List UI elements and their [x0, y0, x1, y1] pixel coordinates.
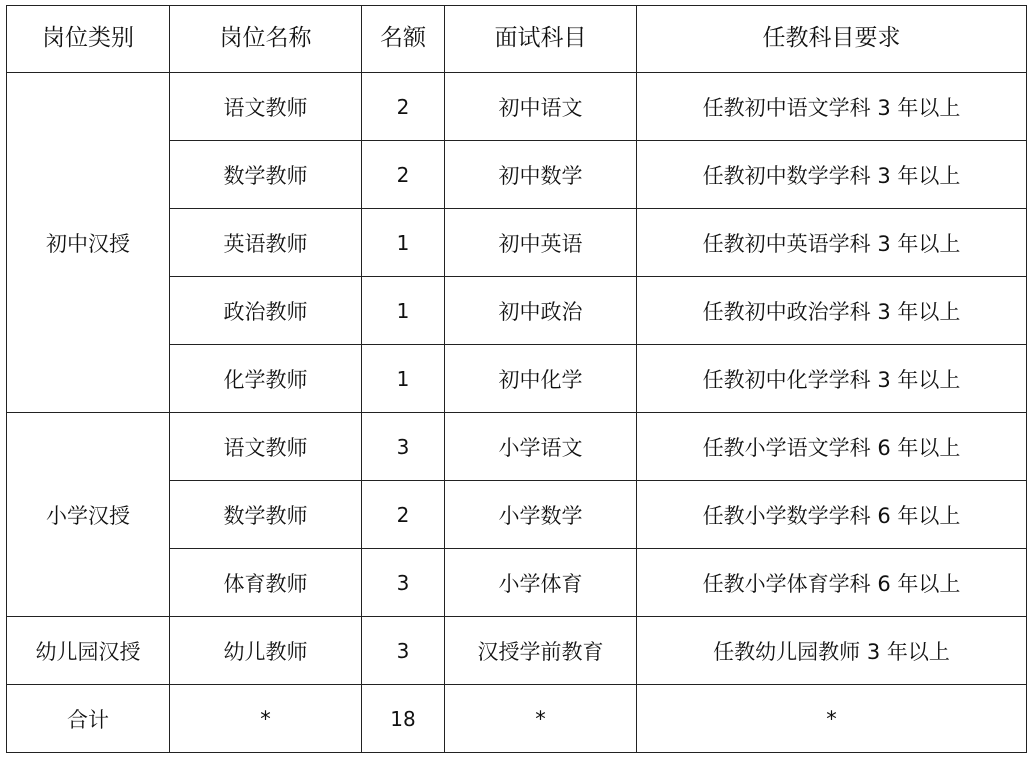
- subject-cell: 小学语文: [445, 413, 637, 481]
- quota-cell: 3: [362, 413, 445, 481]
- requirement-cell: 任教初中数学学科 3 年以上: [637, 141, 1027, 209]
- position-cell: 英语教师: [170, 209, 362, 277]
- category-cell: 初中汉授: [7, 73, 170, 413]
- quota-cell: 2: [362, 73, 445, 141]
- subject-cell: 初中政治: [445, 277, 637, 345]
- header-quota: 名额: [362, 6, 445, 73]
- table-body: [7, 6, 1027, 753]
- quota-cell: 2: [362, 481, 445, 549]
- requirement-cell: 任教初中语文学科 3 年以上: [637, 73, 1027, 141]
- total-row: [7, 685, 1027, 753]
- position-cell: 语文教师: [170, 73, 362, 141]
- requirement-cell: 任教小学数学学科 6 年以上: [637, 481, 1027, 549]
- subject-cell: 小学数学: [445, 481, 637, 549]
- category-cell: 幼儿园汉授: [7, 617, 170, 685]
- quota-cell: 1: [362, 277, 445, 345]
- quota-cell: 2: [362, 141, 445, 209]
- subject-cell: 初中语文: [445, 73, 637, 141]
- position-cell: 数学教师: [170, 481, 362, 549]
- quota-cell: 3: [362, 549, 445, 617]
- total-subject-cell: *: [445, 685, 637, 753]
- subject-cell: 汉授学前教育: [445, 617, 637, 685]
- header-requirement: 任教科目要求: [637, 6, 1027, 73]
- header-category: 岗位类别: [7, 6, 170, 73]
- subject-cell: 小学体育: [445, 549, 637, 617]
- quota-cell: 1: [362, 345, 445, 413]
- header-subject: 面试科目: [445, 6, 637, 73]
- position-cell: 数学教师: [170, 141, 362, 209]
- requirement-cell: 任教小学体育学科 6 年以上: [637, 549, 1027, 617]
- quota-cell: 3: [362, 617, 445, 685]
- requirement-cell: 任教初中化学学科 3 年以上: [637, 345, 1027, 413]
- requirement-cell: 任教初中政治学科 3 年以上: [637, 277, 1027, 345]
- total-position-cell: *: [170, 685, 362, 753]
- position-cell: 幼儿教师: [170, 617, 362, 685]
- total-quota-cell: 18: [362, 685, 445, 753]
- quota-cell: 1: [362, 209, 445, 277]
- requirement-cell: 任教小学语文学科 6 年以上: [637, 413, 1027, 481]
- subject-cell: 初中英语: [445, 209, 637, 277]
- position-cell: 政治教师: [170, 277, 362, 345]
- requirement-cell: 任教初中英语学科 3 年以上: [637, 209, 1027, 277]
- total-requirement-cell: *: [637, 685, 1027, 753]
- requirement-cell: 任教幼儿园教师 3 年以上: [637, 617, 1027, 685]
- total-label-cell: 合计: [7, 685, 170, 753]
- table-row: [7, 413, 1027, 481]
- table-row: [7, 617, 1027, 685]
- header-position: 岗位名称: [170, 6, 362, 73]
- position-cell: 化学教师: [170, 345, 362, 413]
- position-cell: 体育教师: [170, 549, 362, 617]
- table-row: [7, 73, 1027, 141]
- subject-cell: 初中化学: [445, 345, 637, 413]
- position-cell: 语文教师: [170, 413, 362, 481]
- header-row: [7, 6, 1027, 73]
- subject-cell: 初中数学: [445, 141, 637, 209]
- category-cell: 小学汉授: [7, 413, 170, 617]
- recruitment-table: [6, 5, 1027, 753]
